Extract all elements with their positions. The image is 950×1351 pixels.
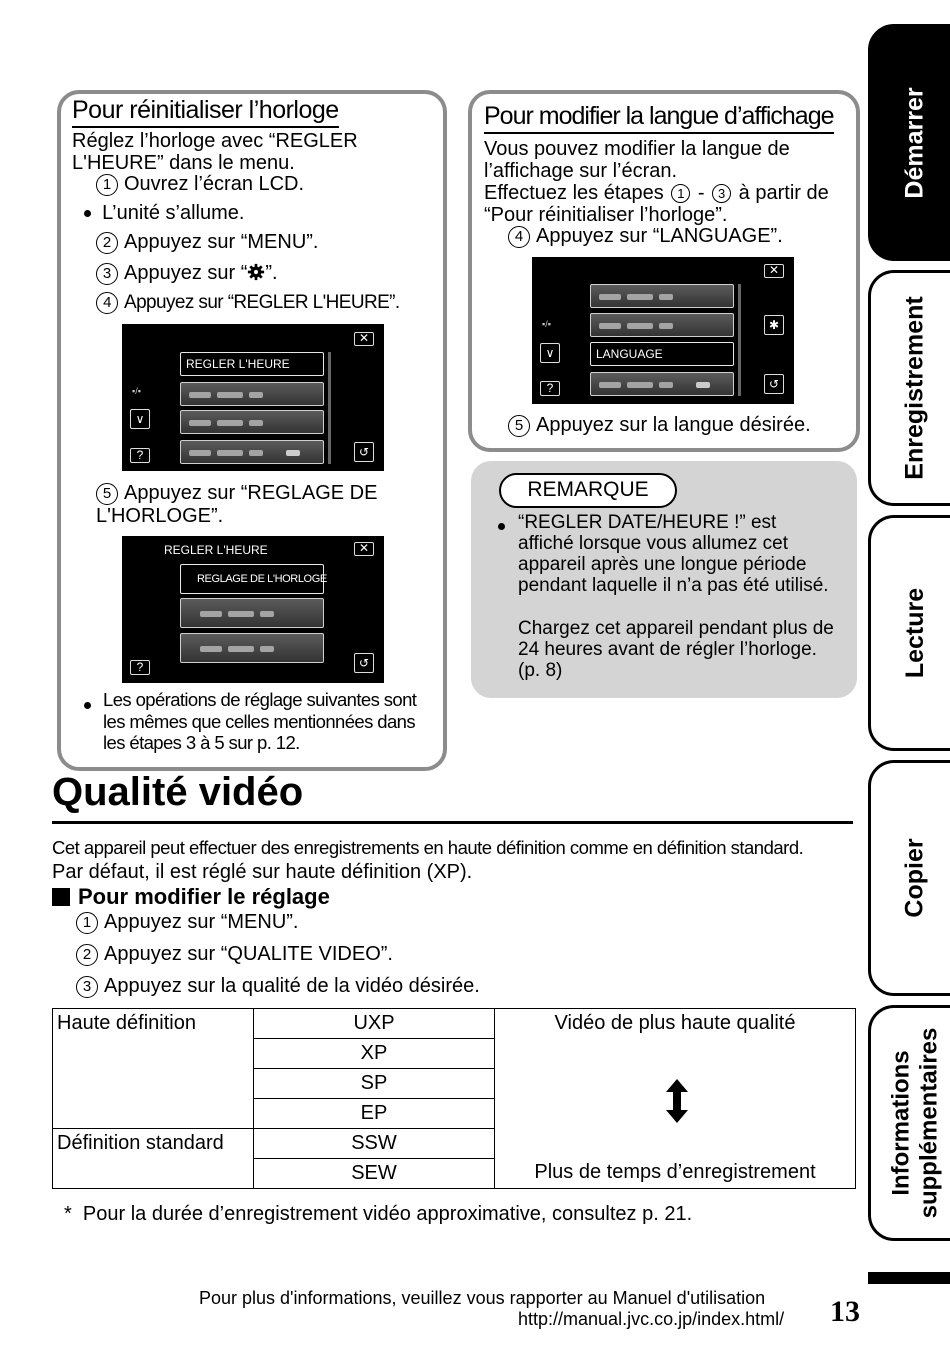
screen-item-blurred[interactable] xyxy=(180,598,324,628)
square-bullet-icon xyxy=(52,888,70,906)
step-number-3: 3 xyxy=(96,263,118,285)
tab-informations-line1: Informations xyxy=(887,1050,915,1196)
remark-label: REMARQUE xyxy=(499,473,677,508)
video-p1: Cet appareil peut effectuer des enregistrements en haute définition comme en définition standard. xyxy=(52,837,804,858)
remark-text-1: “REGLER DATE/HEURE !” est affiché lorsque vous allumez cet appareil après une longue période pendant laquelle il n’a pas été utilisé. xyxy=(518,512,829,596)
language-p2 xyxy=(484,182,844,226)
table-row xyxy=(53,1009,856,1039)
clock-step-4 xyxy=(96,292,400,314)
bullet-icon xyxy=(84,210,91,217)
clock-step-3 xyxy=(96,262,278,285)
mode-uxp: UXP xyxy=(254,1009,495,1039)
screen-scrollbar[interactable] xyxy=(738,284,741,396)
mode-sew: SEW xyxy=(254,1159,495,1189)
language-box-title: Pour modifier la langue d’affichage xyxy=(484,102,834,134)
video-step-1 xyxy=(76,911,299,934)
remark-bullet xyxy=(498,518,505,536)
tab-enregistrement[interactable] xyxy=(868,270,950,506)
language-p1: Vous pouvez modifier la langue de l’affichage sur l’écran. xyxy=(484,138,790,182)
clock-step-4-text: Appuyez sur “REGLER L'HEURE”. xyxy=(124,292,400,314)
mode-ssw: SSW xyxy=(254,1129,495,1159)
video-step-3-text: Appuyez sur la qualité de la vidéo désirée. xyxy=(104,975,480,997)
step-number-5: 5 xyxy=(508,415,530,437)
close-icon[interactable]: ✕ xyxy=(354,542,374,556)
quality-top-label: Vidéo de plus haute qualité xyxy=(554,1012,796,1034)
step-number-1: 1 xyxy=(96,174,118,196)
quality-scale xyxy=(495,1009,856,1189)
tab-copier-label: Copier xyxy=(901,838,929,918)
up-down-arrow-icon xyxy=(665,1079,689,1123)
quality-bottom-label: Plus de temps d’enregistrement xyxy=(534,1161,816,1183)
screen-header: REGLER L'HEURE xyxy=(164,543,268,557)
mode-ep: EP xyxy=(254,1099,495,1129)
clock-step-2 xyxy=(96,231,319,254)
screen-item-regler-heure[interactable]: REGLER L'HEURE xyxy=(180,352,324,376)
screen-item-blurred[interactable] xyxy=(590,284,734,308)
tab-informations-line2: supplémentaires xyxy=(915,1027,943,1219)
video-subheading xyxy=(52,884,330,910)
help-icon[interactable]: ? xyxy=(540,381,560,396)
clock-bullet-power-text: L’unité s’allume. xyxy=(102,202,245,224)
screen-item-blurred[interactable] xyxy=(180,382,324,406)
tab-informations-label xyxy=(887,1028,943,1219)
step-number-1: 1 xyxy=(76,912,98,934)
video-subheading-text: Pour modifier le réglage xyxy=(78,884,330,909)
clock-bullet-power xyxy=(84,202,244,224)
language-step-5 xyxy=(508,414,811,437)
camera-screen-clock-menu xyxy=(122,324,384,471)
camera-screen-clock-setting xyxy=(122,536,384,683)
clock-step-1 xyxy=(96,173,304,196)
close-icon[interactable]: ✕ xyxy=(764,264,784,278)
step-number-5: 5 xyxy=(96,483,118,505)
clock-step-3-text-after: ”. xyxy=(265,262,278,284)
screen-item-blurred[interactable] xyxy=(590,313,734,337)
bullet-icon xyxy=(498,523,505,530)
video-step-3 xyxy=(76,975,480,998)
tab-demarrer[interactable] xyxy=(868,24,950,261)
page-number: 13 xyxy=(830,1295,860,1328)
mode-indicator: ▪/▪ xyxy=(132,386,141,396)
video-step-2-text: Appuyez sur “QUALITE VIDEO”. xyxy=(104,943,393,965)
group-sd: Définition standard xyxy=(53,1129,254,1189)
step-number-2: 2 xyxy=(76,944,98,966)
clock-box-intro: Réglez l’horloge avec “REGLER L'HEURE” dans le menu. xyxy=(72,130,358,174)
mode-indicator: ▪/▪ xyxy=(542,319,551,329)
video-step-2 xyxy=(76,943,393,966)
remark-text-2: Chargez cet appareil pendant plus de 24 heures avant de régler l’horloge. (p. 8) xyxy=(518,618,834,681)
video-footnote: * Pour la durée d’enregistrement vidéo approximative, consultez p. 21. xyxy=(64,1203,693,1225)
clock-step-2-text: Appuyez sur “MENU”. xyxy=(124,231,319,253)
tab-copier[interactable] xyxy=(868,760,950,996)
footer-line1: Pour plus d'informations, veuillez vous rapporter au Manuel d'utilisation xyxy=(199,1288,766,1308)
group-hd: Haute définition xyxy=(53,1009,254,1129)
video-step-1-text: Appuyez sur “MENU”. xyxy=(104,911,299,933)
tab-informations[interactable] xyxy=(868,1005,950,1241)
camera-screen-language xyxy=(532,257,794,404)
screen-item-blurred[interactable] xyxy=(180,633,324,663)
back-icon[interactable]: ↺ xyxy=(354,653,374,673)
step-number-4: 4 xyxy=(96,292,118,314)
screen-item-blurred[interactable] xyxy=(180,440,324,464)
clock-step-3-text-before: Appuyez sur “ xyxy=(124,262,248,284)
tab-demarrer-label: Démarrer xyxy=(901,86,929,199)
screen-item-reglage-horloge[interactable]: REGLAGE DE L'HORLOGE xyxy=(180,564,324,594)
screen-item-blurred[interactable] xyxy=(180,410,324,434)
tab-lecture-label: Lecture xyxy=(901,587,929,679)
mode-sp: SP xyxy=(254,1069,495,1099)
language-p2-after: à partir de “Pour réinitialiser l’horloge”. xyxy=(484,182,829,226)
language-step-5-text: Appuyez sur la langue désirée. xyxy=(536,414,811,436)
clock-step-1-text: Ouvrez l’écran LCD. xyxy=(124,173,305,195)
chevron-down-icon[interactable]: ∨ xyxy=(540,343,560,363)
screen-item-language[interactable]: LANGUAGE xyxy=(590,342,734,366)
gear-icon xyxy=(247,263,265,281)
tab-enregistrement-label: Enregistrement xyxy=(901,296,930,480)
help-icon[interactable]: ? xyxy=(130,448,150,463)
mode-xp: XP xyxy=(254,1039,495,1069)
language-p2-dash: - xyxy=(697,182,705,204)
title-rule xyxy=(52,821,853,824)
step-number-1: 1 xyxy=(671,184,690,203)
clock-note-bullet xyxy=(84,697,91,715)
language-p2-before: Effectuez les étapes xyxy=(484,182,664,204)
screen-item-blurred[interactable] xyxy=(590,372,734,396)
close-icon[interactable]: ✕ xyxy=(354,332,374,346)
language-step-4-text: Appuyez sur “LANGUAGE”. xyxy=(536,225,783,247)
help-icon[interactable]: ? xyxy=(130,660,150,675)
clock-box-title: Pour réinitialiser l’horloge xyxy=(72,96,339,128)
step-number-3: 3 xyxy=(76,976,98,998)
chevron-down-icon[interactable]: ∨ xyxy=(130,409,150,429)
screen-scrollbar[interactable] xyxy=(328,352,331,464)
footer-url: http://manual.jvc.co.jp/index.html/ xyxy=(518,1309,785,1329)
page-title: Qualité vidéo xyxy=(52,770,304,814)
bullet-icon xyxy=(84,702,91,709)
step-number-2: 2 xyxy=(96,232,118,254)
step-number-3: 3 xyxy=(712,184,731,203)
language-step-4 xyxy=(508,225,783,248)
back-icon[interactable]: ↺ xyxy=(354,442,374,462)
video-p2: Par défaut, il est réglé sur haute définition (XP). xyxy=(52,861,473,883)
back-icon[interactable]: ↺ xyxy=(764,374,784,394)
step-number-4: 4 xyxy=(508,226,530,248)
gear-icon[interactable]: ✱ xyxy=(764,315,784,335)
clock-step-5 xyxy=(96,482,416,527)
tab-lecture[interactable] xyxy=(868,515,950,751)
tab-strip-bar xyxy=(868,1272,950,1284)
video-quality-table xyxy=(52,1008,856,1189)
clock-step-5-text: Appuyez sur “REGLAGE DE L'HORLOGE”. xyxy=(96,482,378,527)
clock-note: Les opérations de réglage suivantes sont les mêmes que celles mentionnées dans les étapes 3 à 5 sur p. 12. xyxy=(103,689,417,753)
